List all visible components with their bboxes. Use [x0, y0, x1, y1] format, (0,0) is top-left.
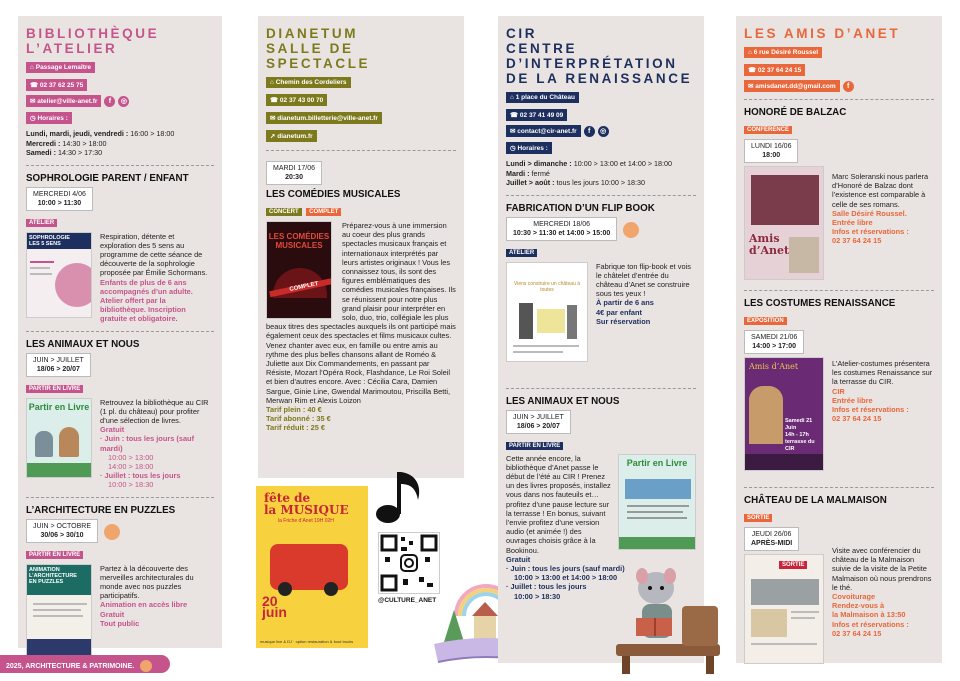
reading-opossum-illustration	[612, 566, 724, 676]
logo-mark-icon	[623, 222, 639, 238]
event-date: JUIN > JUILLET 18/06 > 20/07	[506, 410, 571, 434]
email-tag[interactable]: ✉ atelier@ville-anet.fr	[26, 95, 101, 107]
event-date: LUNDI 16/06 18:00	[744, 139, 798, 163]
event-category: PARTIR EN LIVRE	[506, 442, 563, 450]
fete-musique-poster: fête de la MUSIQUE la Friche d’Anet 19H 02H 20 juin musique live & DJ · option restauration & food trucks	[256, 486, 368, 648]
phone-tag[interactable]: ☎ 02 37 41 49 09	[506, 109, 567, 121]
facebook-icon[interactable]: f	[843, 81, 854, 92]
phone-tag[interactable]: ☎ 02 37 62 25 75	[26, 79, 87, 91]
hours-label: ◷ Horaires :	[506, 142, 552, 154]
sold-out-badge: COMPLET	[306, 208, 341, 216]
event-title: CHÂTEAU DE LA MALMAISON	[744, 495, 887, 506]
event-title: LES ANIMAUX ET NOUS	[26, 338, 140, 350]
malmaison-poster: SORTIE	[744, 554, 824, 664]
facebook-icon[interactable]: f	[584, 126, 595, 137]
puzzles-poster: ANIMATION L’ARCHITECTURE EN PUZZLES	[26, 564, 92, 656]
logo-mark-icon	[104, 524, 120, 540]
address-tag: ⌂ Passage Lemaître	[26, 62, 95, 73]
phone-tag[interactable]: ☎ 02 37 64 24 15	[744, 64, 805, 76]
email-tag[interactable]: ✉ contact@cir-anet.fr	[506, 125, 581, 137]
venue-title: BIBLIOTHÈQUE L’ATELIER	[26, 26, 160, 56]
hours-list: Lundi, mardi, jeudi, vendredi : 16:00 > 18:00 Mercredi : 14:30 > 18:00 Samedi : 14:30 > 17:30	[26, 129, 175, 157]
event-description: Préparez-vous à une immersion au coeur des plus grands spectacles musicaux français et internationaux interprétés par leurs artistes originaux ! Vous les connaissez tous, ils sont des figures emblématiques des comédies musicales françaises. Ils se réunissent pour notre plus grand plaisir pour interpréter en solo, duo, trio, collégiale les plus beaux titres des spectacles auxquels ils ont participé mais également ceux des spectacles et films musicaux cultes. Venez chanter avec eux, en famille ou entre amis au rythme des plus belles chansons allant de Roméo & Juliette aux Dix Commandements, en passant par Résiste, Mozart l’Opéra Rock, Flashdance, Le Roi Soleil et bien d’autres encore. Avec : Cécilia Cara, Damien Sargue, Ginie Line, Gwendal Marimoutou, Priscilla Betti, Merwan Rim et Alexis Loizon	[266, 221, 456, 405]
event-date: JUIN > OCTOBRE 30/06 > 30/10	[26, 519, 98, 543]
address-tag: ⌂ 6 rue Désiré Roussel	[744, 47, 822, 58]
event-date: MERCREDI 18/06 10:30 > 11:30 et 14:00 > 15:00	[506, 217, 617, 241]
event-title: SOPHROLOGIE PARENT / ENFANT	[26, 172, 189, 184]
event-date: MERCREDI 4/06 10:00 > 11:30	[26, 187, 93, 211]
venue-title: LES AMIS D’ANET	[744, 26, 901, 41]
venue-title: CIR CENTRE D’INTERPRÉTATION DE LA RENAISSANCE	[506, 26, 693, 86]
event-title: LES COMÉDIES MUSICALES	[266, 189, 401, 200]
event-category: PARTIR EN LIVRE	[26, 385, 83, 393]
instagram-icon[interactable]: ◎	[598, 126, 609, 137]
event-category: EXPOSITION	[744, 317, 787, 325]
email-tag[interactable]: ✉ amisdanet.dd@gmail.com	[744, 80, 840, 92]
event-category: ATELIER	[506, 249, 537, 257]
event-title: FABRICATION D’UN FLIP BOOK	[506, 202, 655, 214]
event-description: Cette année encore, la bibliothèque d’Anet passe le début de l’été au CIR ! Prenez un des livres proposés, installez vous dans nos fauteuils et… profitez d’une pause lecture sur la terrasse ! En bonus, suivant l’envie profitez d’une version audio (et animée !) des ouvrages choisis grâce à la Bookinou.	[506, 453, 611, 555]
partir-en-livre-poster: Partir en Livre	[26, 398, 92, 478]
email-tag[interactable]: ✉ dianetum.billetterie@ville-anet.fr	[266, 112, 382, 124]
footer-banner: 2025, ARCHITECTURE & PATRIMOINE.	[0, 655, 170, 673]
event-date: MARDI 17/06 20:30	[266, 161, 322, 185]
event-date: JUIN > JUILLET 18/06 > 20/07	[26, 353, 91, 377]
address-tag: ⌂ Chemin des Cordeliers	[266, 77, 351, 88]
music-note-icon	[372, 466, 428, 526]
sophrologie-poster: SOPHROLOGIE LES 5 SENS	[26, 232, 92, 318]
logo-mark-icon	[140, 660, 152, 672]
hours-label: ◷ Horaires :	[26, 112, 72, 124]
phone-tag[interactable]: ☎ 02 37 43 00 70	[266, 94, 327, 106]
venue-title: DIANETUM SALLE DE SPECTACLE	[266, 26, 371, 71]
balzac-poster: Amis d’Anet	[744, 166, 824, 280]
facebook-icon[interactable]: f	[104, 96, 115, 107]
instagram-icon[interactable]: ◎	[118, 96, 129, 107]
partir-en-livre-poster: Partir en Livre	[618, 454, 696, 550]
column-cir: CIR CENTRE D’INTERPRÉTATION DE LA RENAISSANCE ⌂ 1 place du Château ☎ 02 37 41 49 09 ✉ contact@cir-anet.fr f ◎ ◷ Horaires : Lundi > dimanche : 10:00 > 13:00 et 14:00 > 18:00 Mardi : fermé Juillet > août : tous les jours 10:00 > 18:30 FABRICATION D’UN FLIP BOOK MERCREDI 18/06 10:30 > 11:30 et 14:00 > 15:00 ATELIER Viens construire un château à toutes Fabrique ton flip-book et vois le châtelet d’entrée du château d’Anet se construire sous tes yeux ! À partir de 6 ans 4€ par enfant Sur réservation LES ANIMAUX ET NOUS JUIN > JUILLET 18/06 > 20/07 PARTIR EN LIVRE Partir en Livre Cette année encore, la bibliothèque d’Anet passe le début de l’été au CIR ! Prenez un des livres proposés, installez vous dans nos fauteuils et… profitez d’une pause lecture sur la terrasse ! En bonus, suivant l’envie profitez d’une version audio (et animée !) des ouvrages choisis grâce à la Bookinou. Gratuit · Juin : tous les jours (sauf mardi) 10:00 > 13:00 et 14:00 > 18:00 · Juillet : tous les jours 10:00 > 18:30	[498, 16, 704, 663]
event-date: SAMEDI 21/06 14:00 > 17:00	[744, 330, 804, 354]
website-link[interactable]: ➚ dianetum.fr	[266, 130, 317, 142]
hours-list: Lundi > dimanche : 10:00 > 13:00 et 14:00 > 18:00 Mardi : fermé Juillet > août : tous les jours 10:00 > 18:30	[506, 159, 673, 187]
column-bibliotheque: BIBLIOTHÈQUE L’ATELIER ⌂ Passage Lemaître ☎ 02 37 62 25 75 ✉ atelier@ville-anet.fr f ◎ ◷ Horaires : Lundi, mardi, jeudi, vendredi : 16:00 > 18:00 Mercredi : 14:30 > 18:00 Samedi : 14:30 > 17:30 SOPHROLOGIE PARENT / ENFANT MERCREDI 4/06 10:00 > 11:30 ATELIER SOPHROLOGIE LES 5 SENS Respiration, détente et exploration des 5 sens au programme de cette séance de découverte de la sophrologie proposée par Émilie Schormans. Enfants de plus de 6 ans accompagnés d’un adulte. Atelier offert par la bibliothèque. Inscription gratuite et obligatoire. LES ANIMAUX ET NOUS JUIN > JUILLET 18/06 > 20/07 PARTIR EN LIVRE Partir en Livre Retrouvez la bibliothèque au CIR (1 pl. du château) pour profiter d’une sélection de livres. Gratuit · Juin : tous les jours (sauf mardi) 10:00 > 13:00 14:00 > 18:00 · Juillet : tous les jours 10:00 > 18:30 L’ARCHITECTURE EN PUZZLES JUIN > OCTOBRE 30/06 > 30/10 PARTIR EN LIVRE ANIMATION L’ARCHITECTURE EN PUZZLES Partez à la découverte des merveilles architecturales du monde avec nos puzzles participatifs. Animation en accès libre Gratuit Tout public	[18, 16, 222, 648]
flip-book-poster: Viens construire un château à toutes	[506, 262, 588, 362]
column-dianetum: DIANETUM SALLE DE SPECTACLE ⌂ Chemin des Cordeliers ☎ 02 37 43 00 70 ✉ dianetum.billetterie@ville-anet.fr ➚ dianetum.fr MARDI 17/06 20:30 LES COMÉDIES MUSICALES CONCERT COMPLET LES COMÉDIES MUSICALES COMPLET Préparez-vous à une immersion au coeur des plus grands spectacles musicaux français et internationaux interprétés par leurs artistes originaux ! Vous les connaissez tous, ils sont des figures emblématiques des comédies musicales françaises. Ils se réunissent pour notre plus grand plaisir pour interpréter en solo, duo, trio, collégiale les plus beaux titres des spectacles auxquels ils ont participé mais également ceux des spectacles et films musicaux cultes. Venez chanter avec eux, en famille ou entre amis au rythme des plus belles chansons allant de Roméo & Juliette aux Dix Commandements, en passant par Résiste, Mozart l’Opéra Rock, Flashdance, Le Roi Soleil et bien d’autres encore. Avec : Cécilia Cara, Damien Sargue, Ginie Line, Gwendal Marimoutou, Priscilla Betti, Merwan Rim et Alexis Loizon Tarif plein : 40 € Tarif abonné : 35 € Tarif réduit : 25 €	[258, 16, 464, 478]
event-title: LES ANIMAUX ET NOUS	[506, 395, 620, 407]
instagram-handle[interactable]: @CULTURE_ANET	[378, 597, 437, 604]
event-title: LES COSTUMES RENAISSANCE	[744, 298, 896, 309]
event-category: CONFÉRENCE	[744, 126, 792, 134]
event-category: PARTIR EN LIVRE	[26, 551, 83, 559]
event-category: CONCERT	[266, 208, 302, 216]
column-amis-anet: LES AMIS D’ANET ⌂ 6 rue Désiré Roussel ☎ 02 37 64 24 15 ✉ amisdanet.dd@gmail.com f HONORÉ DE BALZAC CONFÉRENCE LUNDI 16/06 18:00 Amis d’Anet Marc Soleranski nous parlera d’Honoré de Balzac dont l’existence est comparable à celle de ses romans. Salle Désiré Roussel. Entrée libre Infos et réservations : 02 37 64 24 15 LES COSTUMES RENAISSANCE EXPOSITION SAMEDI 21/06 14:00 > 17:00 Amis d’Anet Samedi 21 Juin 14h - 17h terrasse du CIR L’Atelier-costumes présentera les costumes Renaissance sur la terrasse du CIR. CIR Entrée libre Infos et réservations : 02 37 64 24 15 CHÂTEAU DE LA MALMAISON SORTIE JEUDI 26/06 APRÈS-MIDI SORTIE Visite avec conférencier du château de la Malmaison suivie de la visite de la Petite Malmaison où nous prendrons le thé. Covoiturage Rendez-vous à la Malmaison à 13:50 Infos et réservations : 02 37 64 24 15	[736, 16, 942, 663]
event-date: JEUDI 26/06 APRÈS-MIDI	[744, 527, 799, 551]
event-category: ATELIER	[26, 219, 57, 227]
event-title: HONORÉ DE BALZAC	[744, 107, 847, 118]
event-category: SORTIE	[744, 514, 772, 522]
event-title: L’ARCHITECTURE EN PUZZLES	[26, 504, 176, 516]
address-tag: ⌂ 1 place du Château	[506, 92, 579, 103]
costumes-poster: Amis d’Anet Samedi 21 Juin 14h - 17h terrasse du CIR	[744, 357, 824, 471]
comedies-musicales-poster: LES COMÉDIES MUSICALES COMPLET	[266, 221, 332, 319]
